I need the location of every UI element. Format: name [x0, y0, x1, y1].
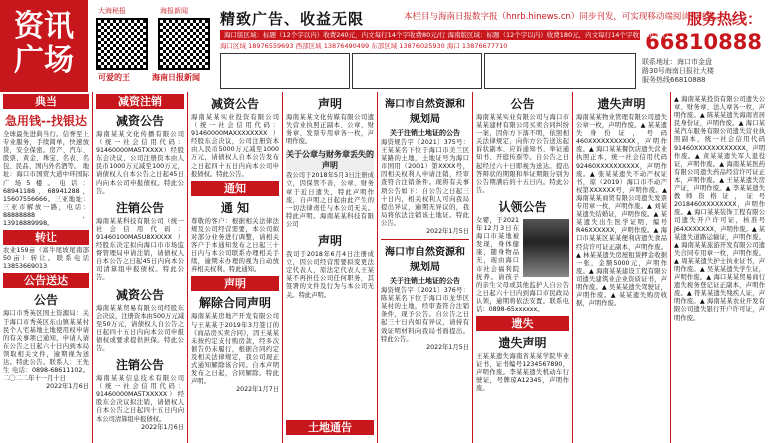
- ad-title: 急用钱--找银达: [5, 114, 87, 128]
- section-head-transfer: 转让: [3, 230, 89, 245]
- service-info: [642, 58, 762, 85]
- qr-code-icon[interactable]: [158, 18, 210, 70]
- column-6: [472, 92, 572, 443]
- directory-grid: [484, 53, 636, 89]
- ad-title: 声明: [317, 234, 342, 249]
- ad-body: 海南某某科技有限公司（统一社会信用代码：91460100MA5U8XXXXX）经股东决定拟向海口市市场监督管理局申请注销，请债权人自本公告之日起45日内向本公司清算组申报债权。特此公告。: [96, 217, 184, 282]
- ad-subtitle: 关于公章与财务章丢失的声明: [286, 150, 374, 171]
- ad-body: 全球最先进典当行。信誉至上专业服务，手续简单，快速放贷，安全保密。房产、汽车、股票、黄金、珠宝、名表、名包、民品、国内外名酒等。 地址：海口市国贸大道中环国际广场5楼。电话：68941188，68941288，15607556666。三亚地址：三亚市解放一路，电话：88888888，13918889998。: [3, 131, 89, 228]
- service-line: 服务热线66810888: [642, 76, 706, 84]
- price-bar: 海口版区域：标题（12个字以内）收费240元，内文每行14个字收费80元/行 海南版区域：标题（12个字以内）收费180元，内文每行14个字收费60元/行: [220, 30, 640, 40]
- column-4: [282, 92, 377, 443]
- ad-body: 海资规告字〔2021〕375号：王某某名下位于海口市美兰区某路的土地，土地证号为海口市国用（2001）第XXXX号，因相关权利人申请注销，经审查符合注销条件。现将有关事项公告如下：自公告之日起三十日内，相关权利人可向我局提出异议，逾期无异议的，我局将依法注销该土地证。特此公告。: [381, 139, 469, 227]
- ad-date: 2022年1月5日: [426, 228, 469, 236]
- section-head-notice: 通知: [191, 181, 279, 196]
- divider: [381, 239, 469, 240]
- column-7: [572, 92, 670, 443]
- column-1: [0, 92, 92, 443]
- column-5: [377, 92, 472, 443]
- ad-body: 海南某某文化传媒有限公司遗失营业执照正副本、公章、财务章、发票专用章各一枚，声明作废。: [286, 114, 374, 146]
- service-line: 路30号海南日报社大楼: [642, 67, 714, 75]
- ad-body: 海南某某信息技术有限公司（统一社会信用代码：91460000MA5TXXXXX）经股东会决议拟注销，请债权人自本公告之日起四十五日内向本公司清算组申报债权。: [96, 375, 184, 423]
- ad-subtitle: 关于注销土地证的公告: [390, 129, 460, 137]
- ad-title: 减资公告: [115, 114, 164, 128]
- column-2: [92, 92, 187, 443]
- page-header: [0, 0, 768, 92]
- ad-body: 海南某某贸易有限公司经股东会决议，注册资本由500万元减至50万元，请债权人自公告之日起四十五日内向本公司申报债权或要求提供担保。特此公告。: [96, 304, 184, 352]
- ad-body: 我公司于2018年5月3日注册成立，因保管不善，公章、财务章于近日遗失，特此声明作废，自声明之日起由此产生的一切法律责任与本公司无关。特此声明。海南某某科技有限公司: [286, 172, 374, 228]
- ad-body: 海口市秀英区国土资源局：关于海口市秀英区东山镇某某村民个人宅基地土地使用权申请的有关事项已通知，申请人请在公告之日起六十日内到本局领取相关文件，逾期视为送达。特此公告。联系人：王先生 电话：0898-68611102。二〇二二年十一月十日: [3, 310, 89, 383]
- ad-subtitle: 关于注销土地证的公告: [390, 277, 460, 286]
- ad-body: 海南某某文化传播有限公司（统一社会信用代码：91460000MA5TXXXX）经股东会决议，公司注册资本由人民币1000万元减至100万元，请债权人自本公告之日起45日内向本公司申报债权。特此公告。: [96, 131, 184, 195]
- ad-body: 海南某某物业管理有限公司遗失公章一枚，声明作废。▲ 某某遗失身份证，号码460XXXXXXXXXXX，声明作废。▲ 海口某某餐饮店遗失营业执照正本，统一社会信用代码92460XXXXXXXXXX，声明作废。▲ 张某某遗失不动产权证书，琼（2019）海口市不动产权第XXXXXX号，声明作废。▲ 海南某某商贸有限公司遗失发票专用章一枚，声明作废。▲ 刘某某遗失结婚证，声明作废。▲ 某某遗失出生医学证明，编号R46XXXXXX，声明作废。▲ 海口市某某区某某便利店遗失食品经营许可证正副本，声明作废。▲ 林某某遗失房屋租赁押金收据一张，金额5000元，声明作废。▲ 海南某某建设工程有限公司遗失建筑业企业资质证书，声明作废。▲ 吴某某遗失驾驶证，声明作废。▲ 某某遗失购房收据，声明作废。: [576, 114, 667, 308]
- hotline-number[interactable]: 66810888: [645, 30, 762, 54]
- ad-body: 我司于2018年6月4日注册成立，因公司经营需要拟变更法定代表人，原法定代表人王某某不再担任公司任何职务，其签署的文件及行为与本公司无关。特此声明。: [286, 251, 374, 299]
- section-head-notice-delivery: 公告送达: [3, 273, 89, 288]
- ad-title: 公告: [33, 293, 58, 308]
- logo-line2: 广场: [14, 43, 74, 78]
- section-head-statement: 声明: [191, 276, 279, 291]
- logo: [0, 0, 88, 92]
- ad-body: 女婴，于2021年12月3日在海口市某地被发现，身体健康，随身物品无，现由海口市社会福利院抚养。请孩子的亲生父母或其他监护人自公告之日起六十日内到海口市民政局认领，逾期将依法安置。联系电话：0898-65xxxxxx。: [476, 216, 569, 313]
- slogan: 精致广告、收益无限: [220, 10, 365, 28]
- child-photo: [523, 219, 569, 277]
- section-head-land: 土地通告: [286, 420, 374, 435]
- ad-body: 尊敬的客户：根据相关法律法规及公司经营需要，本公司拟对部分业务进行调整，请相关客户于本通知发布之日起三十日内与本公司联系办理相关手续，逾期未办理的视为自动放弃相关权利。特此通知。: [191, 217, 279, 274]
- column-8: [670, 92, 768, 443]
- qr2-caption: 海报新闻: [160, 7, 188, 15]
- ad-title: 海口市自然资源和规划局: [385, 99, 465, 125]
- ad-body: 农业159亩（富牛尾坡尾南部50亩）转让。联系电话 13853669013: [3, 247, 89, 271]
- ad-body: ▲ 海南某某投资有限公司遗失公章、财务章、法人章各一枚，声明作废。▲ 陈某某遗失海南省居民身份证，声明作废。▲ 海口某某汽车服务有限公司遗失营业执照副本，统一社会信用代码91460XXXXXXXXXXXX，声明作废。▲ 黄某某遗失军人退役证，声明作废。▲ 海南某某医药有限公司遗失药品经营许可证正本，声明作废。▲ 王某某遗失房产证，声明作废。▲ 李某某遗失教师资格证，证号2018460XXXXXXXX，声明作废。▲ 海口某某装饰工程有限公司遗失开户许可证，核准号J64XXXXXXX，声明作废。▲ 某某遗失道路运输证，声明作废。▲ 海南某某旅游开发有限公司遗失合同专用章一枚，声明作废。▲ 周某某遗失护士执业证书，声明作废。▲ 吴某某遗失学生证，声明作废。▲ 海口某某贸易商行遗失税务登记证正副本，声明作废。▲ 符某某遗失残疾人证，声明作废。▲ 海南某某农业开发有限公司遗失银行开户许可证，声明作废。: [674, 96, 765, 322]
- slogan-note: 本栏目与海南日报数字报（hnrb.hinews.cn）同步刊发，可实现移动端阅读和转发。: [404, 12, 724, 22]
- qr-code-icon[interactable]: [96, 18, 148, 70]
- ad-title: 遗失声明: [498, 336, 547, 351]
- ad-date: 2022年1月7日: [236, 386, 279, 394]
- phone-bar: 海口区域 18976559693 西部区域 13876490499 东部区域 13876025930 海口 13876677710: [220, 42, 508, 50]
- ad-title: 认领公告: [498, 199, 547, 214]
- column-3: [187, 92, 282, 443]
- ad-date: 2022年1月6日: [141, 423, 184, 431]
- ad-body: 海资规告字〔2021〕376号：陈某某名下位于海口市龙华区某村的土地，经审查符合注销条件，现予公告。自公告之日起三十日内如有异议，请持有效证明材料向我局书面提出。特此公告。: [381, 287, 469, 343]
- ad-title: 声明: [317, 97, 342, 111]
- ad-title: 注销公告: [115, 200, 164, 215]
- ad-title: 通 知: [220, 200, 250, 215]
- section-head-pawn: 典当: [3, 94, 89, 109]
- qr1-caption: 大海秘报: [98, 7, 126, 15]
- ad-title: 注销公告: [115, 358, 164, 373]
- ad-date: 2022年1月6日: [46, 383, 89, 391]
- logo-line1: 资讯: [14, 9, 74, 44]
- ad-title: 公告: [510, 97, 535, 111]
- ad-body: 海南某某实业有限公司与海口市某某建材有限公司买卖合同纠纷一案，因你方下落不明，依照相关法律规定，向你方公告送达起诉状副本、应诉通知书、举证通知书、开庭传票等。自公告之日起经过六十日即视为送达。提出答辩状的期限和举证期限分别为公告期满后的十五日内。特此公告。: [476, 114, 569, 194]
- directory-grid: [352, 53, 482, 89]
- ad-title: 解除合同声明: [198, 296, 271, 311]
- ad-title: 遗失声明: [597, 97, 646, 111]
- ad-body: 王某某遗失海南省某某学院毕业证书，证书编号1234567890，声明作废。李某某遗失机动车行驶证，号牌琼A12345，声明作废。: [476, 353, 569, 393]
- directory-grid: [220, 53, 350, 89]
- service-line: 联系地址：海口市金盘: [642, 58, 712, 66]
- ad-body: 海南某某实业投资有限公司（统一社会信用代码：91460000MAXXXXXXXX）经股东会决议，公司注册资本由人民币5000万元减至1000万元，请债权人自本公告发布之日起四十五日内向本公司申报债权。特此公告。: [191, 114, 279, 178]
- section-head-lost: 遗失: [476, 316, 569, 331]
- ad-title: 海口市自然资源和规划局: [385, 247, 465, 274]
- section-head-capital-reduction: 减资注销: [96, 94, 184, 109]
- ad-date: 2022年1月5日: [426, 343, 469, 351]
- ad-title: 减资公告: [210, 97, 259, 111]
- ad-title: 减资公告: [115, 287, 164, 302]
- hotline-label: 服务热线：: [686, 10, 762, 28]
- qr2-label: 海南日报新闻: [152, 73, 200, 82]
- qr1-label: 可爱的王: [98, 73, 130, 82]
- ad-body: 海南某某房地产开发有限公司与王某某于2019年3月签订的《商品房买卖合同》，因王某某未按约定支付购房款，经多次催告仍未履行，根据合同约定及相关法律规定，我公司现正式通知解除该合同。自本声明发布之日起，合同解除。特此声明。: [191, 313, 279, 386]
